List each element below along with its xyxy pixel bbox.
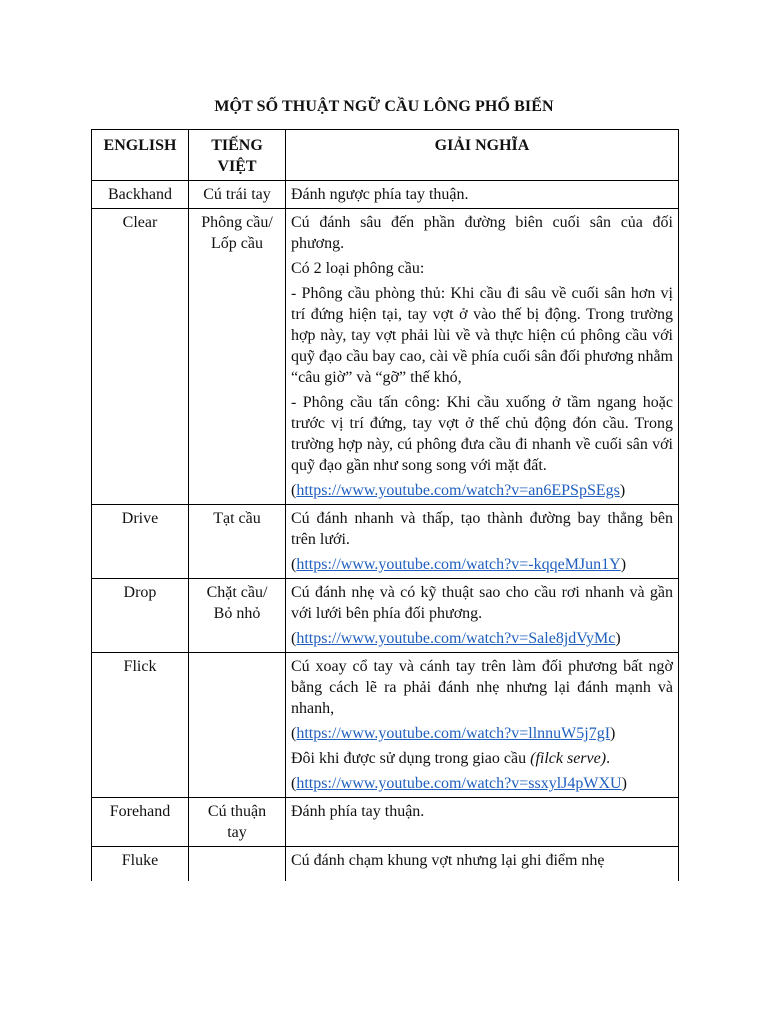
table-row-drive — [92, 505, 679, 579]
header-meaning: GIẢI NGHĨA — [286, 130, 679, 181]
table-row-forehand — [92, 798, 679, 847]
video-link[interactable]: https://www.youtube.com/watch?v=-kqqeMJun1Y — [296, 556, 621, 573]
meaning-paragraph: Cú đánh nhẹ và có kỹ thuật sao cho cầu rơi nhanh và gần với lưới bên phía đối phương. — [291, 584, 673, 622]
term-vietnamese-line: Chặt cầu/ — [206, 584, 268, 601]
video-link[interactable]: https://www.youtube.com/watch?v=ssxylJ4pWXU — [296, 775, 622, 792]
page-title: MỘT SỐ THUẬT NGỮ CẦU LÔNG PHỔ BIẾN — [214, 98, 554, 115]
video-link[interactable]: https://www.youtube.com/watch?v=an6EPSpSEgs — [296, 482, 620, 499]
header-vietnamese: TIẾNG VIỆT — [189, 130, 286, 181]
meaning-paragraph: Cú đánh nhanh và thấp, tạo thành đường bay thẳng bên trên lưới. — [291, 510, 673, 548]
term-english: Backhand — [92, 181, 189, 209]
term-vietnamese-line: Bỏ nhỏ — [213, 605, 261, 622]
video-link-line: (https://www.youtube.com/watch?v=Sale8jdVyMc) — [291, 630, 621, 647]
term-meaning — [286, 209, 679, 505]
video-link[interactable]: https://www.youtube.com/watch?v=Sale8jdVyMc — [296, 630, 616, 647]
term-vietnamese-line: Phông cầu/ — [201, 214, 273, 231]
meaning-paragraph: Cú xoay cổ tay và cánh tay trên làm đối phương bất ngờ bằng cách lẽ ra phải đánh nhẹ nhưng lại đánh mạnh và nhanh, — [291, 658, 673, 717]
table-row-fluke — [92, 847, 679, 882]
term-vietnamese — [189, 579, 286, 653]
meaning-paragraph: - Phông cầu phòng thủ: Khi cầu đi sâu về cuối sân hơn vị trí đứng hiện tại, tay vợt ở vào thế bị động. Trong trường hợp này, tay vợt phải lùi về và thực hiện cú phông cầu với quỹ đạo cầu bay cao, cài về phía cuối sân đối phương nhằm “câu giờ” và “gỡ” thế khó, — [291, 285, 673, 386]
term-meaning — [286, 579, 679, 653]
term-english: Drop — [92, 579, 189, 653]
meaning-paragraph: - Phông cầu tấn công: Khi cầu xuống ở tầm ngang hoặc trước vị trí đứng, tay vợt ở thế chủ động đón cầu. Trong trường hợp này, cú phông đưa cầu đi nhanh về cuối sân với quỹ đạo gần như song song với mặt đất. — [291, 394, 673, 474]
term-vietnamese-line: tay — [227, 824, 247, 841]
term-vietnamese-line: Cú thuận — [207, 803, 267, 820]
term-meaning: Cú đánh chạm khung vợt nhưng lại ghi điểm nhẹ — [286, 847, 679, 882]
table-row-clear — [92, 209, 679, 505]
meaning-paragraph: Có 2 loại phông cầu: — [291, 260, 425, 277]
video-link-line: (https://www.youtube.com/watch?v=llnnuW5j7gI) — [291, 725, 616, 742]
term-vietnamese — [189, 653, 286, 798]
meaning-italic: (filck serve) — [530, 750, 607, 767]
term-english: Forehand — [92, 798, 189, 847]
meaning-paragraph: Cú đánh sâu đến phần đường biên cuối sân của đối phương. — [291, 214, 673, 252]
term-meaning — [286, 505, 679, 579]
terms-table — [91, 129, 679, 881]
term-vietnamese: Tạt cầu — [189, 505, 286, 579]
meaning-text: Đôi khi được sử dụng trong giao cầu — [291, 750, 531, 767]
term-meaning: Đánh ngược phía tay thuận. — [286, 181, 679, 209]
table-header-row — [92, 130, 679, 181]
term-vietnamese — [189, 847, 286, 882]
meaning-text: . — [606, 750, 611, 767]
table-row-drop — [92, 579, 679, 653]
term-english: Clear — [92, 209, 189, 505]
term-vietnamese — [189, 209, 286, 505]
video-link[interactable]: https://www.youtube.com/watch?v=llnnuW5j7gI — [296, 725, 611, 742]
term-english: Fluke — [92, 847, 189, 882]
video-link-line: (https://www.youtube.com/watch?v=ssxylJ4pWXU) — [291, 775, 627, 792]
term-english: Flick — [92, 653, 189, 798]
header-english: ENGLISH — [92, 130, 189, 181]
term-meaning — [286, 653, 679, 798]
table-row-flick — [92, 653, 679, 798]
term-vietnamese-line: Lốp cầu — [211, 235, 263, 252]
meaning-paragraph — [291, 748, 673, 769]
table-row-backhand — [92, 181, 679, 209]
video-link-line: (https://www.youtube.com/watch?v=-kqqeMJun1Y) — [291, 556, 627, 573]
term-vietnamese — [189, 798, 286, 847]
term-meaning: Đánh phía tay thuận. — [286, 798, 679, 847]
term-vietnamese: Cú trái tay — [189, 181, 286, 209]
term-english: Drive — [92, 505, 189, 579]
video-link-line: (https://www.youtube.com/watch?v=an6EPSpSEgs) — [291, 482, 626, 499]
